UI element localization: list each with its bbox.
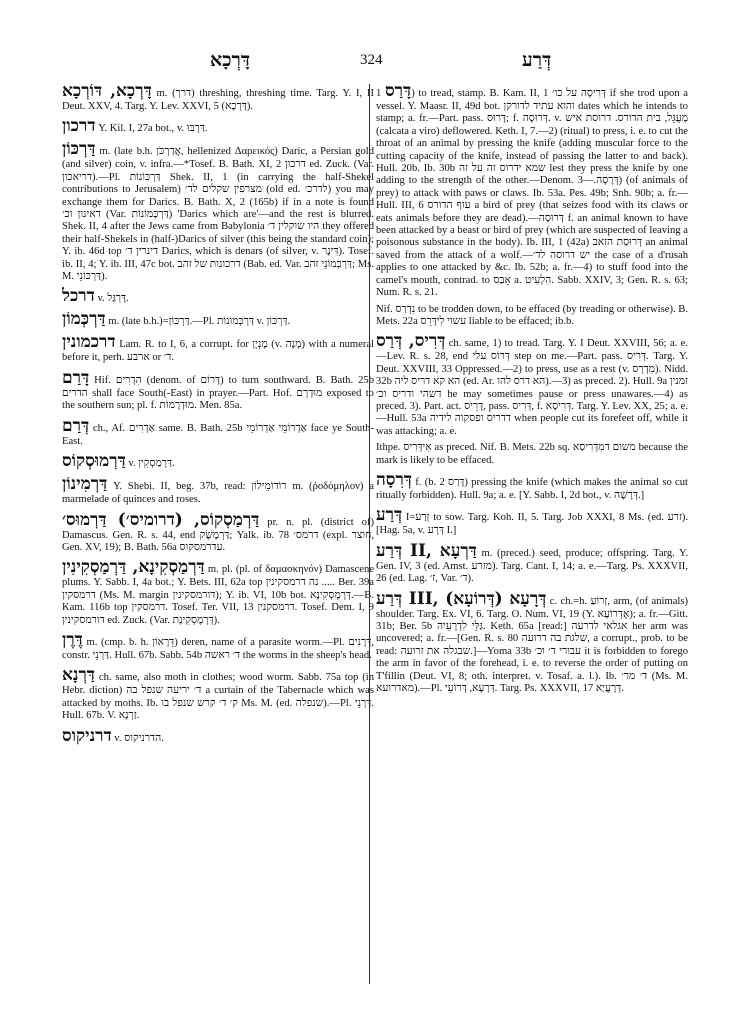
dictionary-entry <box>62 417 374 448</box>
entry-headword: דרניקוס <box>62 725 112 746</box>
entry-definition: pr. n. pl. (district of) Damascus. Gen. R. s. 44, end דַּרְמֶשֶׂק; Yalk. ib. 78 דרמס׳ (expl. חוצר, Gen. XV, 19); B. Bath. 56a עדרמסקוס. <box>62 516 374 553</box>
entry-headword: דַּרְמוּסְקוֹס <box>62 451 126 472</box>
entry-headword: דרכון <box>62 116 96 137</box>
dictionary-entry <box>376 304 688 329</box>
dictionary-entry <box>62 333 374 364</box>
entry-definition: ch. same, also moth in clothes; wood worm. Sabb. 75a top (in Hebr. diction) ד׳ יריעה שנפל בה a curtain of the Tabernacle which was attacked by moths. Ib. ק׳ ד׳ קרש שנפל בו Ms. M. (ed. שנפלה).—Pl. דַּרְנֵי. Hull. 67b. V. זַרְנָא. <box>62 672 374 722</box>
entry-definition: ch. same, 1) to tread. Targ. Y. I Deut. XXVIII, 56; a. e.—Lev. R. s. 28, end דְּרוֹס עלי step on me.—Part. pass. דְּרִיס. Targ. Y. Deut. XXVIII, 33 Oppressed.—2) to press, use as a rest (v. מִדְרָס). Nidd. 32b הא קא דריס ליה (ed. Ar. הא דרס להו).—3) as preced. 2). Hull. 9a זמנין דשהי ודריס וכ׳ he may sometimes pause or press unawares.—4) as preced. 3). Part. act. דָּרֵיס, pass. דְּרִיס, f. דְּרִיסָא. Targ. Y. Lev. XX, 25; a. e.—Hull. 53a דדריס ופסקוה לידיה when people cut its forefeet off, while it was attacking; a. e. <box>376 338 688 437</box>
entry-headword: דַּרְמִינוֹן <box>62 474 108 495</box>
entry-definition: m. pl. (pl. of δαμασκηνόν) Damascene plums. Y. Sabb. I, 4a bot.; Y. Bets. III, 62a top נה דרמסקינין ..... Ber. 39a דרמסקין (Ms. M. margin דורמסקינין); Y. ib. VI, 10b bot. דְּרָמֶסְקִינָא.—B. Kam. 116b top דרמסקין. Tosef. Ter. VII, 13 דרמסקנין. Tosef. Dem. I, 9 דורמסקינין ed. Zuck. (Var. דְּרָמֶסְקִינָת). <box>62 564 374 626</box>
entry-headword: דַּרְכּוֹן <box>62 139 96 160</box>
dictionary-entry <box>62 140 374 283</box>
entry-definition: Lam. R. to I, 6, a corrupt. for מֶנְיָן (v. מְנָה) with a numeral before it, perh. ארבע or ד׳. <box>62 339 374 364</box>
entry-definition: v. דָּרְגַּל. <box>97 293 129 305</box>
entry-definition: Hif. הִדְרִים (denom. of דָּרוֹם) to turn southward. B. Bath. 25b הדרים shall face South(-East) in prayer.—Part. Hof. מוּדְרָם exposed to the southern sun; pl. f. מוּדְרָמוֹת. Men. 85a. <box>62 374 374 412</box>
entry-definition: 1) to tread, stamp. B. Kam. II, 1 דְּרִיסָה על כו׳ if she trod upon a vessel. Y. Maasr. II, 49d bot. והוא עתיד לדורקן dates which he intends to stamp; a. fr.—Part. pass. דָּרוּס; f. דְּרוּסָה. v. מְעֻגֵּל, בית הדורס. דרוסת איש (calcata a viro) deflowered. Keth. I, 7.—2) (ritual) to press, i. e. to cut the throat of an animal by pressing the knife (adding muscular force to the cutting capacity of the knife, instead of passing the latter to and back). Hull. 20b. Ib. 30b שמא ידרוס זה על זה lest they press the knife by one adding to the strength of the other.—Denom. דְּרָסָה.—3) (of animals of prey) to attack with paws or claws. Ib. 53a. Pes. 49b; Snh. 90b; a. fr.—Hull. III, 6 עוף הדורס a bird of prey (that seizes food with its claws or eats animals before they are dead).—דְּרוּסָה f. an animal known to have been attacked by a beast or bird of prey (which are suspected of leaving a poisonous substance in the body). Ib. III, 1 (42a) דְּרוּסַת הזאב an animal saved from the attack of a wolf.—יש דרוסה לד׳ the case of a d'rusah applies to one attacked by &c. Ib. 52b; a. fr.—4) to stuff food into the camel's mouth, contrad. to אָבַס a. הִלְעִיט. Sabb. XXIV, 3; Gen. R. s. 63; Num. R. s. 21. <box>376 88 688 299</box>
column-divider <box>369 84 370 984</box>
entry-headword: דְּרִיס, דְּרַס <box>376 331 446 352</box>
entry-headword: דְּרַע <box>376 505 403 526</box>
dictionary-entry <box>62 511 374 555</box>
left-column <box>62 82 374 987</box>
entry-definition: m. (preced.) seed, produce; offspring. Targ. Y. Gen. IV, 3 (ed. Amst. מזרע). Targ. Cant. I, 14; a. e.—Targ. Ps. XXXVII, 26 (ed. Lag. ז׳, Var. ד׳). <box>376 547 688 585</box>
entry-headword: דְּרִסָה <box>376 469 412 490</box>
entry-definition: Ithpe. אִידְּרִיס as preced. Nif. B. Mets. 22b sq. משום דמִדְּרִיסַא because the mark is likely to be effaced. <box>376 442 688 466</box>
dictionary-entry <box>376 542 688 586</box>
header-left-word: דָּרְכָא <box>210 50 250 71</box>
entry-definition: m. (cmp. b. h. דֵּרָאוֹן) deren, name of a parasite worm.—Pl. דְּרָנִים, constr. דַּרְנֵי. Hull. 67b. Sabb. 54b ד׳ ראשה the worms in the sheep's head. <box>62 636 374 661</box>
entry-headword: דרכל <box>62 286 95 307</box>
entry-definition: v. הדרניקוס. <box>114 732 164 744</box>
entry-definition: c. ch.=h. זְרוֹעַ, arm, (of animals) shoulder. Targ. Ex. VI, 6. Targ. O. Num. VI, 19 (Y. אֶדְרוֹעָא); a. fr.—Gitt. 31b; Ber. 5b גַּלֵּי לִדְרָעֵיה. Keth. 65a [read:] אגלאי לדרעה her arm was uncovered; a. fr.—[Gen. R. s. 80 שלגת בה דרועה, a corrupt., prob. to be read: שבגלה את זרועה.]—Yoma 33b עבורי ד׳ וכ׳ it is forbidden to forego the arm in favor of the forehead, i. e. to reverse the order of putting on T'fillin (Deut. VI, 8; oth. interpret. v. Tosaf. a. l.). Ib. ד׳ מר׳ (Ms. M. מאדרועא).—Pl. דְּרָעָא, דְּרוֹעֵי. Targ. Ps. XXXVII, 17 דְּרָעֲיָא. <box>376 595 688 695</box>
dictionary-entry <box>62 475 374 506</box>
entry-definition: Y. Kil. I, 27a bot., v. דַּרְבּוּ. <box>98 123 208 135</box>
entry-headword: דָּרְכָא, דּוֹרְכָא <box>62 82 152 101</box>
header-right-word: דְּרַע <box>522 50 552 71</box>
entry-headword: דְּרַם <box>62 415 90 436</box>
entry-headword: דְּרַע III, דְּרָעָא (דְּרוֹעָא) <box>376 588 547 609</box>
dictionary-entry <box>62 666 374 722</box>
entry-definition: m. (late b.h.)=דַּרְכּוֹן.—Pl. דַּרְכְּמוֹנוֹת v. דַּרְכּוֹן. <box>108 316 291 328</box>
dictionary-entry <box>62 631 374 662</box>
running-header <box>60 50 690 76</box>
entry-definition: m. (late b.h. אֲדַרְכֹּן, hellenized Δαρεικός) Daric, a Persian gold (and silver) coin, v. infra.—*Tosef. B. Bath. XI, 2 דרכון ed. Zuck. (Var. דריאכון).—Pl. דַּרְכּוֹנוֹת Shek. II, 1 (in carrying the half-Shekel contributions to Jerusalem) מצרפין שקלים לד׳ (old ed. לדרכ׳) you may exchange them for Darics. B. Bath. X, 2 (165b) if in a note is found דאינון וכ׳ (Var. דַּרְכְּמוֹנוֹת) 'Darics which are'—and the rest is blurred. Shek. II, 4 after the Jews came from Babylonia היו שוקלין ד׳ they offered their half-Shekels in (half-)Darics of silver (this being the standard coin); Y. ib. 46d top דינרין ד׳ Darics, which is denars (of silver, v. דִּינָר). Tosef. ib. II, 4; Y. ib. III, 47c bot. דרכונות של זהב (Bab. ed. Var. דַּרְכְּמוֹנֵי זהב; Ms. M. דַּרְכּוֹנֵי). <box>62 146 374 283</box>
dictionary-entry <box>62 369 374 413</box>
entry-definition: ch., Af. אַדְרִים same. B. Bath. 25b אַדְרוֹמֵי אַדְרוֹמֵי face ye South-East. <box>62 422 374 447</box>
entry-headword: דרכמונין <box>62 332 116 353</box>
dictionary-entry <box>376 332 688 438</box>
dictionary-entry <box>62 727 374 746</box>
dictionary-entry <box>376 590 688 696</box>
entry-definition: v. דַּרְמַסְקִין. <box>128 458 175 470</box>
entry-headword: דֶּרֶן <box>62 629 83 650</box>
entry-headword: דָּרַס <box>384 82 412 101</box>
dictionary-entry <box>62 287 374 306</box>
entry-definition: I=זְרַע to sow. Targ. Koh. II, 5. Targ. Job XXXI, 8 Ms. (ed. זרע). [Hag. 5a, v. דְּרָע I.] <box>376 512 688 537</box>
entry-definition: Y. Shebi. II, beg. 37b, read: רוֹדוֹמֵילוֹן m. (ῥοδόμηλον) a marmelade of quinces and roses. <box>62 481 374 506</box>
dictionary-entry <box>62 82 374 113</box>
dictionary-entry <box>62 310 374 329</box>
entry-definition: f. (b. דָּרַס 2) pressing the knife (which makes the animal so cut ritually forbidden). Hull. 9a; a. e. [Y. Sabb. I, 2d bot., v. דְּרָשָׁה.] <box>376 476 688 501</box>
entry-headword: דָּרַם <box>62 367 90 388</box>
entry-headword: דַּרְכְּמוֹן <box>62 309 106 330</box>
entry-headword: דְּרַע II, דַּרְעָא <box>376 540 477 561</box>
entry-definition: m. (דרך) threshing, threshing time. Targ. Y. I, II Deut. XXV, 4. Targ. Y. Lev. XXVI, 5 (דָּרְכָא). <box>62 88 374 112</box>
entry-headword: דַּרְמַסְקוֹס, (דרומיס׳) דַּרְמוּס׳ <box>62 509 260 530</box>
dictionary-entry <box>62 452 374 471</box>
entry-headword: דַּרְנָא <box>62 665 95 686</box>
dictionary-entry <box>376 471 688 502</box>
dictionary-entry <box>376 82 688 300</box>
dictionary-entry <box>376 506 688 537</box>
dictionary-entry <box>62 117 374 136</box>
dictionary-entry <box>62 558 374 627</box>
entry-headword: דַּרְמַסְקִינָא, דַּרְמַסְקִינִין <box>62 557 205 578</box>
right-column <box>376 82 688 987</box>
entry-definition: Nif. נִדְרַס to be trodden down, to be effaced (by treading or otherwise). B. Mets. 22a עשוי לִידָּרֵס liable to be effaced; ib.b. <box>376 303 688 327</box>
dictionary-entry <box>376 442 688 467</box>
page-number: 324 <box>360 52 383 68</box>
